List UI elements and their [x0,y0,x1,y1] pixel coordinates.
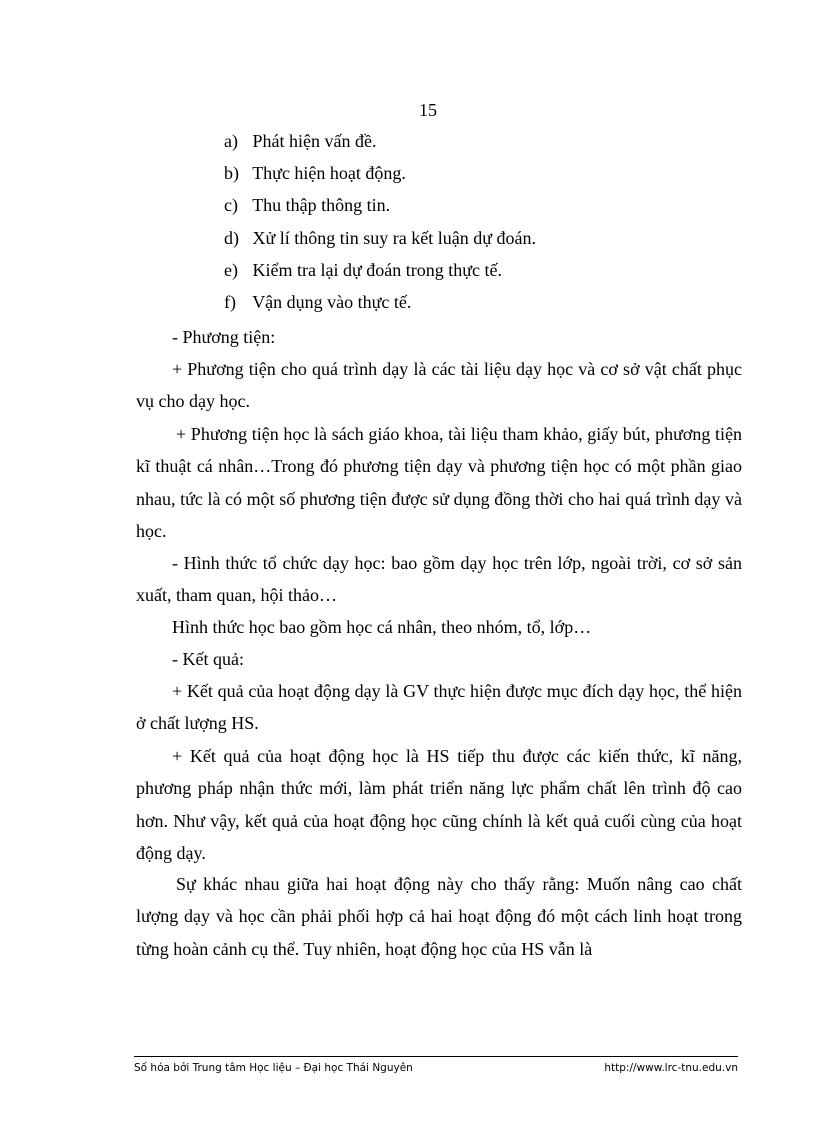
paragraph: - Kết quả: [172,649,244,669]
list-item-label: d) [224,228,239,248]
footer-url[interactable]: http://www.lrc-tnu.edu.vn [604,1062,738,1074]
list-item [224,260,502,281]
list-item [224,228,536,249]
list-item-label: e) [224,260,238,280]
list-item-label: f) [224,292,236,312]
list-item [224,195,390,216]
list-item-label: c) [224,195,238,215]
list-item-text: Xử lí thông tin suy ra kết luận dự đoán. [252,228,536,248]
paragraph: - Phương tiện: [172,327,276,347]
list-item-label: a) [224,131,238,151]
list-item-text: Thực hiện hoạt động. [252,163,406,183]
footer-source: Số hóa bởi Trung tâm Học liệu – Đại học Thái Nguyên [134,1062,413,1074]
list-item [224,292,411,313]
paragraph: Sự khác nhau giữa hai hoạt động này cho thấy rằng: Muốn nâng cao chất lượng dạy và học cần phải phối hợp cả hai hoạt động đó một cách linh hoạt trong từng hoàn cảnh cụ thể. Tuy nhiên, hoạt động học của HS vẫn là [136,874,742,959]
footer [134,1062,738,1074]
list-item [224,131,376,152]
paragraph: + Kết quả của hoạt động dạy là GV thực hiện được mục đích dạy học, thể hiện ở chất lượng HS. [136,681,742,734]
list-item-label: b) [224,163,239,183]
page-number: 15 [419,100,437,120]
paragraph: Hình thức học bao gồm học cá nhân, theo nhóm, tổ, lớp… [172,617,592,637]
list-item-text: Vận dụng vào thực tế. [252,292,412,312]
paragraph: + Phương tiện cho quá trình dạy là các tài liệu dạy học và cơ sở vật chất phục vụ cho dạy học. [136,359,742,412]
paragraph: - Hình thức tổ chức dạy học: bao gồm dạy học trên lớp, ngoài trời, cơ sở sản xuất, tham quan, hội thảo… [136,553,742,606]
list-item-text: Phát hiện vấn đề. [252,131,377,151]
paragraph: + Phương tiện học là sách giáo khoa, tài liệu tham khảo, giấy bút, phương tiện kĩ thuật cá nhân…Trong đó phương tiện dạy và phương tiện học có một phần giao nhau, tức là có một số phương tiện được sử dụng đồng thời cho hai quá trình dạy và học. [136,424,742,541]
list-item-text: Kiểm tra lại dự đoán trong thực tế. [252,260,502,280]
list-item [224,163,406,184]
paragraph: + Kết quả của hoạt động học là HS tiếp thu được các kiến thức, kĩ năng, phương pháp nhận thức mới, làm phát triển năng lực phẩm chất lên trình độ cao hơn. Như vậy, kết quả của hoạt động học cũng chính là kết quả cuối cùng của hoạt động dạy. [136,746,742,863]
list-item-text: Thu thập thông tin. [252,195,391,215]
footer-divider [134,1056,738,1057]
